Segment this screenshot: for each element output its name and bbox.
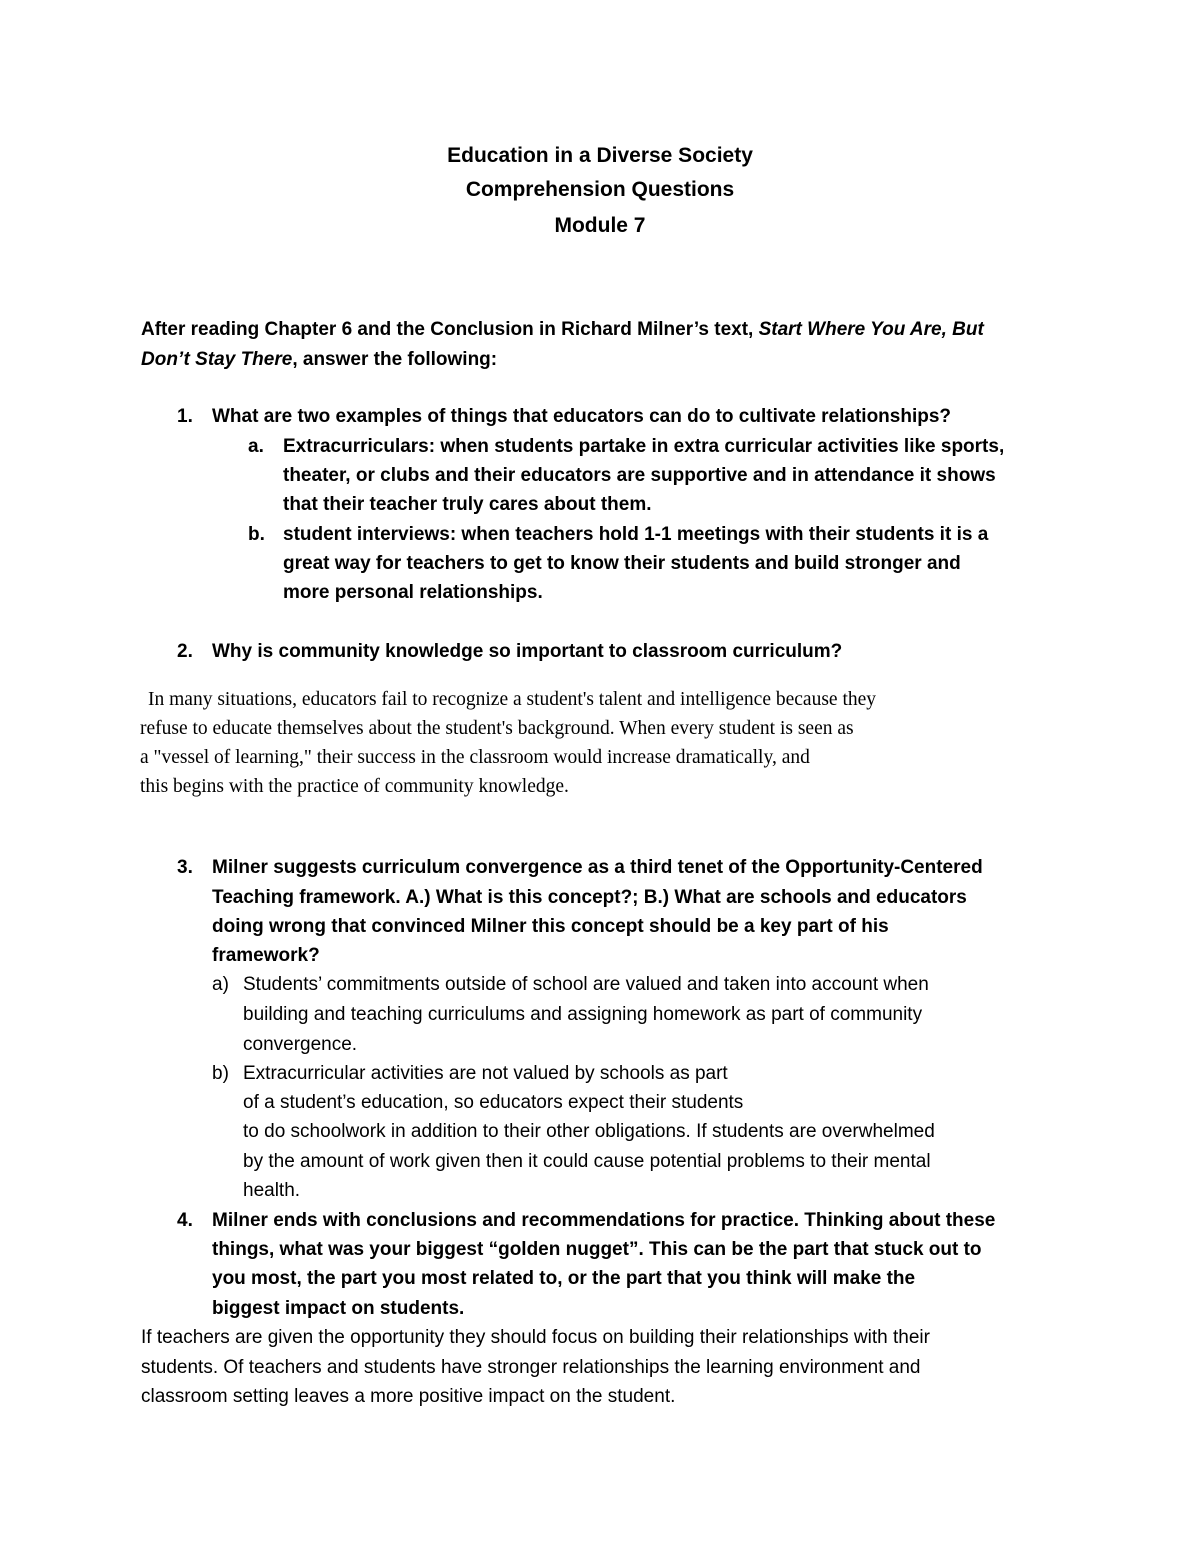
q2-answer-line: this begins with the practice of community knowledge. xyxy=(140,776,569,797)
intro-line-2 xyxy=(141,345,497,374)
q1-a-line: that their teacher truly cares about them. xyxy=(283,494,652,515)
q4-question-line: you most, the part you most related to, or the part that you think will make the xyxy=(212,1268,916,1289)
q4-answer-line: If teachers are given the opportunity they should focus on building their relationships with their xyxy=(141,1327,930,1348)
q3-a-line: building and teaching curriculums and assigning homework as part of community xyxy=(243,1004,923,1025)
book-title-part2: Don’t Stay There xyxy=(141,349,293,370)
q1-a-line: theater, or clubs and their educators are supportive and in attendance it shows xyxy=(283,465,996,486)
q4-answer-line: students. Of teachers and students have stronger relationships the learning environment and xyxy=(141,1357,921,1378)
q1-b-line: more personal relationships. xyxy=(283,582,543,603)
q1-b-line: student interviews: when teachers hold 1-1 meetings with their students it is a xyxy=(283,524,989,545)
q2-answer-line: a "vessel of learning," their success in the classroom would increase dramatically, and xyxy=(140,747,810,768)
q4-number: 4. xyxy=(177,1210,193,1231)
intro-prefix: After reading Chapter 6 and the Conclusion in Richard Milner’s text, xyxy=(141,319,759,340)
intro-suffix: , answer the following: xyxy=(292,349,498,370)
q1-a-marker: a. xyxy=(248,436,264,457)
q1-number: 1. xyxy=(177,406,193,427)
q1-b-line: great way for teachers to get to know their students and build stronger and xyxy=(283,553,961,574)
q3-question-line: framework? xyxy=(212,945,320,966)
q4-question-line: biggest impact on students. xyxy=(212,1298,465,1319)
q3-a-line: Students’ commitments outside of school are valued and taken into account when xyxy=(243,974,929,995)
q3-b-line: of a student’s education, so educators expect their students xyxy=(243,1092,744,1113)
q3-b-line: Extracurricular activities are not valued by schools as part xyxy=(243,1063,728,1084)
q3-a-marker: a) xyxy=(212,974,229,995)
q3-b-marker: b) xyxy=(212,1063,229,1084)
q2-answer-line: In many situations, educators fail to recognize a student's talent and intelligence because they xyxy=(148,689,877,710)
q2-question: Why is community knowledge so important to classroom curriculum? xyxy=(212,641,843,662)
q4-question-line: Milner ends with conclusions and recommendations for practice. Thinking about these xyxy=(212,1210,996,1231)
document-subtitle: Comprehension Questions xyxy=(465,178,735,201)
q3-b-line: health. xyxy=(243,1180,301,1201)
q3-a-line: convergence. xyxy=(243,1034,358,1055)
q1-a-line: Extracurriculars: when students partake in extra curricular activities like sports, xyxy=(283,436,1005,457)
q3-question-line: Milner suggests curriculum convergence as a third tenet of the Opportunity-Centered xyxy=(212,857,983,878)
q3-question-line: doing wrong that convinced Milner this concept should be a key part of his xyxy=(212,916,889,937)
document-title: Education in a Diverse Society xyxy=(447,144,753,167)
q2-number: 2. xyxy=(177,641,193,662)
q3-b-line: by the amount of work given then it could cause potential problems to their mental xyxy=(243,1151,931,1172)
q1-b-marker: b. xyxy=(248,524,265,545)
q3-b-line: to do schoolwork in addition to their other obligations. If students are overwhelmed xyxy=(243,1121,935,1142)
q2-answer-line: refuse to educate themselves about the student's background. When every student is seen as xyxy=(140,718,854,739)
q3-number: 3. xyxy=(177,857,193,878)
q4-question-line: things, what was your biggest “golden nugget”. This can be the part that stuck out to xyxy=(212,1239,982,1260)
q1-question: What are two examples of things that educators can do to cultivate relationships? xyxy=(212,406,952,427)
module-label: Module 7 xyxy=(554,214,646,237)
intro-line-1 xyxy=(141,315,984,344)
book-title-part1: Start Where You Are, But xyxy=(758,319,984,340)
q4-answer-line: classroom setting leaves a more positive impact on the student. xyxy=(141,1386,676,1407)
q3-question-line: Teaching framework. A.) What is this concept?; B.) What are schools and educators xyxy=(212,887,967,908)
